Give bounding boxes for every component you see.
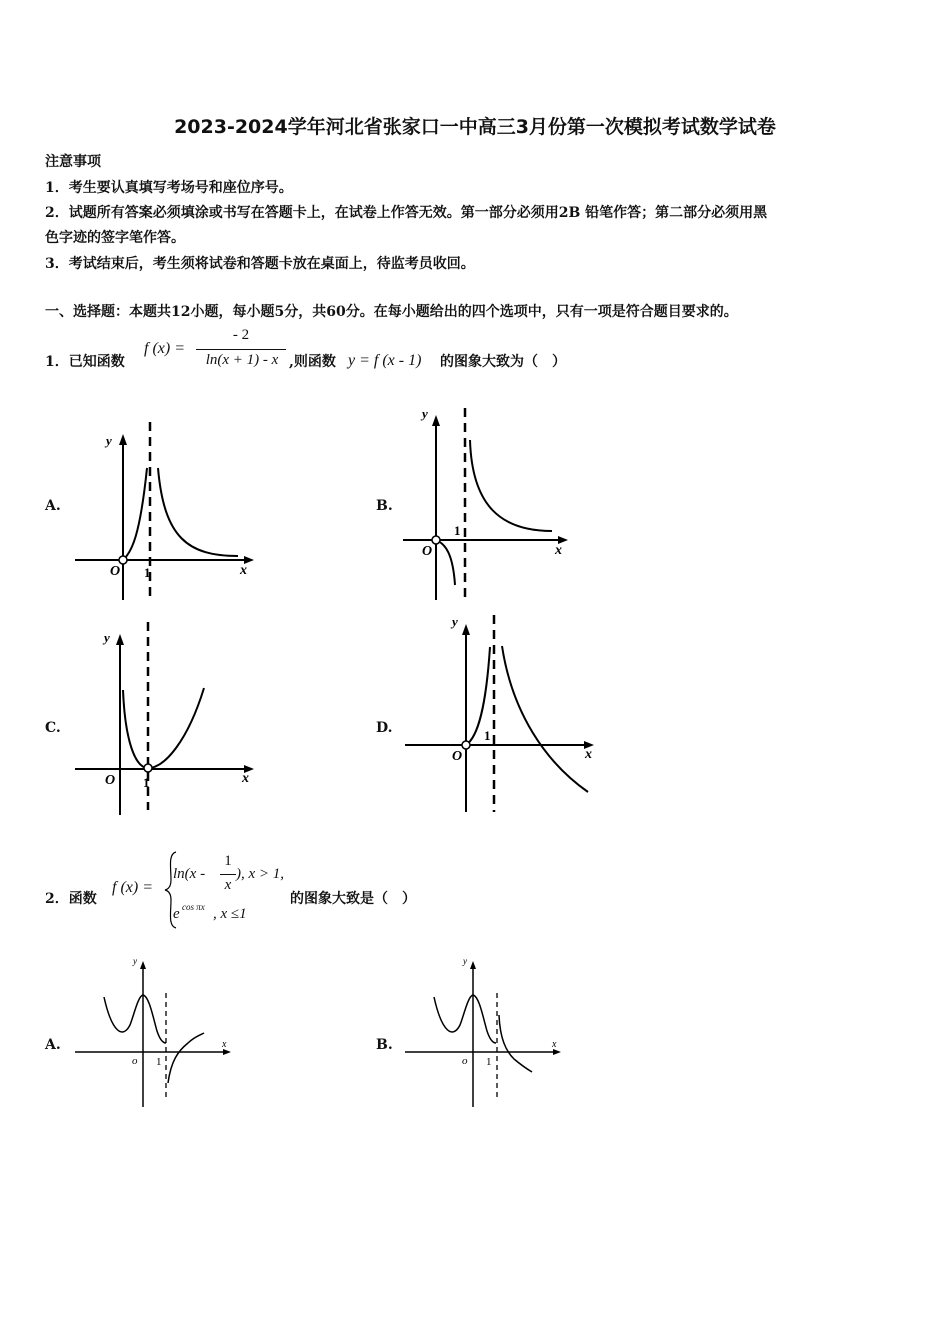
notice-item: 2．试题所有答案必须填涂或书写在答题卡上，在试卷上作答无效。第一部分必须用2B 铅笔作答；第二部分必须用黑 — [45, 205, 768, 221]
q1-middle: ,则函数 — [289, 354, 336, 370]
curve-right — [470, 440, 552, 531]
y-axis-arrow — [462, 624, 470, 635]
origin-label: O — [422, 544, 433, 559]
origin-label: O — [105, 773, 116, 788]
tick-label: 1 — [156, 1056, 162, 1068]
curve-left — [104, 995, 166, 1043]
y-label: y — [104, 630, 110, 645]
notice-heading: 注意事项 — [45, 154, 101, 170]
q2-case2-cond: , x ≤1 — [213, 906, 247, 922]
q1-graph-b[interactable] — [400, 405, 575, 605]
y-label: y — [463, 956, 467, 966]
y-axis-arrow — [470, 961, 476, 969]
q2-graph-b[interactable] — [400, 955, 570, 1110]
q2-case1-b: ), x > 1, — [236, 866, 285, 882]
q1-suffix: 的图象大致为（ ） — [440, 354, 566, 370]
hole-point — [432, 536, 440, 544]
q1-g: y = f (x - 1) — [348, 352, 422, 369]
q1-option-c-label[interactable]: C. — [45, 720, 61, 736]
tick-label: 1 — [486, 1056, 492, 1068]
curve-left — [123, 468, 147, 560]
curve-right — [148, 688, 204, 768]
q2-option-a-label[interactable]: A. — [45, 1037, 61, 1053]
tick-label: 1 — [454, 523, 461, 538]
curve-left — [434, 995, 496, 1043]
curve-left — [123, 690, 148, 768]
curve-right — [168, 1033, 204, 1083]
x-label: x — [242, 771, 249, 786]
hole-point — [119, 556, 127, 564]
q2-case1-num: 1 — [224, 853, 232, 869]
q2-suffix: 的图象大致是（ ） — [290, 891, 416, 907]
y-axis-arrow — [432, 415, 440, 426]
q2-option-b-label[interactable]: B. — [376, 1037, 393, 1053]
q2-case1-a: ln(x - — [173, 866, 206, 882]
q1-graph-d[interactable] — [400, 612, 600, 817]
q2-prefix: 2．函数 — [45, 891, 97, 907]
y-axis-arrow — [140, 961, 146, 969]
origin-label: o — [132, 1055, 138, 1067]
notice-item: 3．考试结束后，考生须将试卷和答题卡放在桌面上，待监考员收回。 — [45, 256, 475, 272]
x-label: x — [240, 563, 247, 578]
x-label: x — [585, 747, 592, 762]
tick-label: 1 — [143, 775, 150, 790]
y-label: y — [422, 406, 428, 421]
curve-left — [436, 540, 455, 585]
q1-denominator: ln(x + 1) - x — [205, 352, 279, 368]
y-axis-arrow — [119, 434, 127, 445]
q1-prefix: 1．已知函数 — [45, 354, 125, 370]
q1-option-d-label[interactable]: D. — [376, 720, 393, 736]
origin-label: O — [110, 564, 121, 579]
section-heading: 一、选择题：本题共12小题，每小题5分，共60分。在每小题给出的四个选项中，只有一项是符合题目要求的。 — [45, 304, 738, 320]
q1-f-lhs: f (x) = — [144, 340, 185, 357]
y-axis-arrow — [116, 634, 124, 645]
x-label: x — [552, 1039, 557, 1050]
curve-right — [158, 468, 238, 556]
tick-label: 1 — [484, 728, 491, 743]
y-label: y — [133, 956, 137, 966]
x-label: x — [222, 1039, 227, 1050]
origin-label: O — [452, 749, 463, 764]
hole-point — [462, 741, 470, 749]
q1-numerator: - 2 — [232, 327, 250, 343]
q1-option-a-label[interactable]: A. — [45, 498, 61, 514]
q2-case2-exp: cos πx — [182, 902, 205, 912]
q2-case2-base: e — [173, 906, 180, 922]
notice-item: 色字迹的签字笔作答。 — [45, 230, 185, 246]
q1-graph-c[interactable] — [70, 620, 260, 820]
hole-point — [144, 764, 152, 772]
q2-case1-bar — [220, 874, 236, 875]
q2-graph-a[interactable] — [70, 955, 240, 1110]
q1-fraction-bar — [196, 349, 286, 350]
y-label: y — [452, 614, 458, 629]
page-title: 2023-2024学年河北省张家口一中高三3月份第一次模拟考试数学试卷 — [174, 116, 776, 138]
q2-f-lhs: f (x) = — [112, 879, 153, 896]
q1-option-b-label[interactable]: B. — [376, 498, 393, 514]
tick-label: 1 — [144, 565, 151, 580]
notice-item: 1．考生要认真填写考场号和座位序号。 — [45, 180, 293, 196]
y-label: y — [106, 433, 112, 448]
x-label: x — [555, 543, 562, 558]
curve-right — [499, 1015, 532, 1072]
origin-label: o — [462, 1055, 468, 1067]
curve-right — [502, 646, 588, 792]
q1-graph-a[interactable] — [70, 420, 260, 605]
q2-case1-den: x — [224, 877, 232, 893]
